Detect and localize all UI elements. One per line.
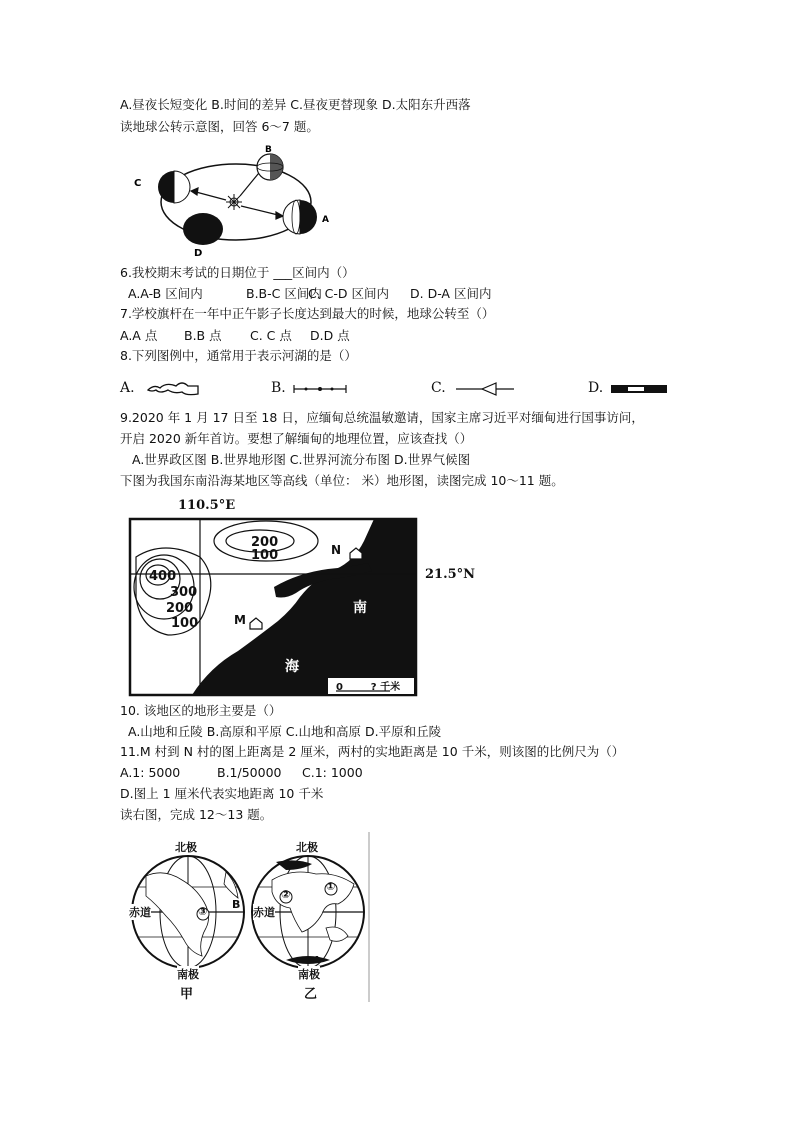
- q6-option-b-text: B.B-C 区间内: [246, 286, 322, 301]
- legend-lake-symbol: [146, 378, 202, 398]
- contour-label-100: 100: [171, 616, 199, 631]
- globe-left-north-pole: 北极: [175, 841, 197, 854]
- caption-jia: 甲: [180, 987, 194, 1002]
- globe-left-equator: 赤道: [129, 906, 151, 919]
- globe-right-south-pole: 南极: [298, 968, 320, 981]
- q7-option-a: A.A 点: [120, 328, 158, 343]
- orbit-label-c: C: [134, 178, 142, 189]
- q11-option-b: B.1/50000: [217, 765, 282, 780]
- scale-label: 0 ? 千米: [336, 682, 401, 693]
- q6-stem: 6.我校期末考试的日期位于 ___区间内（）: [120, 265, 355, 280]
- q8-stem: 8.下列图例中，通常用于表示河湖的是（）: [120, 348, 357, 363]
- mark-1: ①: [326, 880, 336, 893]
- legend-boundary-symbol: [454, 380, 516, 398]
- contour-label-100-top: 100: [251, 548, 279, 563]
- sea-label-sea: 海: [285, 659, 299, 675]
- q7-stem: 7.学校旗杆在一年中正午影子长度达到最大的时候，地球公转至（）: [120, 306, 495, 321]
- q8-option-b: B.: [271, 380, 286, 396]
- latitude-label: 21.5°N: [425, 567, 476, 582]
- orbit-label-d: D: [194, 248, 203, 259]
- orbit-label-b: B: [265, 145, 272, 155]
- contour-label-400: 400: [149, 569, 177, 584]
- earth-b: [257, 154, 283, 180]
- q11-option-d: D.图上 1 厘米代表实地距离 10 千米: [120, 786, 324, 801]
- village-m-label: M: [234, 613, 246, 627]
- mark-3: ③: [198, 905, 208, 918]
- earth-a: [283, 200, 317, 234]
- village-n-label: N: [331, 543, 342, 557]
- contour-label-200-top: 200: [251, 535, 279, 550]
- q7-option-c: C. C 点: [250, 328, 292, 343]
- mark-2: ②: [281, 888, 291, 901]
- q11-option-a: A.1: 5000: [120, 765, 181, 780]
- letter-b: B: [232, 898, 241, 911]
- longitude-label: 110.5°E: [178, 498, 236, 513]
- intro-12-13: 读右图，完成 12～13 题。: [120, 807, 273, 822]
- contour-label-200: 200: [166, 601, 194, 616]
- q9-line1: 9.2020 年 1 月 17 日至 18 日，应缅甸总统温敏邀请，国家主席习近平对缅甸进行国事访问，: [120, 410, 644, 425]
- q6-option-d: D. D-A 区间内: [410, 286, 492, 301]
- letter-a: A: [313, 955, 321, 966]
- globe-right-north-pole: 北极: [296, 841, 318, 854]
- q9-options: A.世界政区图 B.世界地形图 C.世界河流分布图 D.世界气候图: [132, 452, 471, 467]
- q9-line2: 开启 2020 新年首访。要想了解缅甸的地理位置，应该查找（）: [120, 431, 473, 446]
- sea-label-south: 南: [353, 600, 367, 616]
- legend-road-symbol: [610, 383, 668, 395]
- intro-10-11: 下图为我国东南沿海某地区等高线（单位： 米）地形图，读图完成 10～11 题。: [120, 473, 564, 488]
- q7-option-b: B.B 点: [184, 328, 222, 343]
- q11-option-c: C.1: 1000: [302, 765, 363, 780]
- q8-option-a: A.: [120, 380, 135, 396]
- earth-c: [158, 171, 190, 203]
- q11-stem: 11.M 村到 N 村的图上距离是 2 厘米，两村的实地距离是 10 千米，则该图的比例尺为（）: [120, 744, 625, 759]
- orbit-label-a: A: [322, 215, 329, 225]
- caption-yi: 乙: [304, 987, 318, 1002]
- legend-railway-symbol: [292, 382, 348, 396]
- globe-right-equator: 赤道: [253, 906, 275, 919]
- sun-icon: [226, 194, 242, 210]
- q6-option-c: C. C-D 区间内: [308, 286, 390, 301]
- q10-stem: 10. 该地区的地形主要是（）: [120, 703, 282, 718]
- earth-d: [183, 213, 223, 245]
- q10-options: A.山地和丘陵 B.高原和平原 C.山地和高原 D.平原和丘陵: [128, 724, 442, 739]
- q5-options: A.昼夜长短变化 B.时间的差异 C.昼夜更替现象 D.太阳东升西落: [120, 97, 471, 112]
- hemisphere-globes: [126, 832, 376, 1004]
- q8-option-c: C.: [431, 380, 446, 396]
- q7-option-d: D.D 点: [310, 328, 350, 343]
- q6-option-a: A.A-B 区间内: [128, 286, 203, 301]
- q8-option-d: D.: [588, 380, 604, 396]
- orbit-diagram: [128, 140, 343, 260]
- contour-label-300: 300: [170, 585, 198, 600]
- globe-left-south-pole: 南极: [177, 968, 199, 981]
- intro-6-7: 读地球公转示意图，回答 6～7 题。: [120, 119, 319, 134]
